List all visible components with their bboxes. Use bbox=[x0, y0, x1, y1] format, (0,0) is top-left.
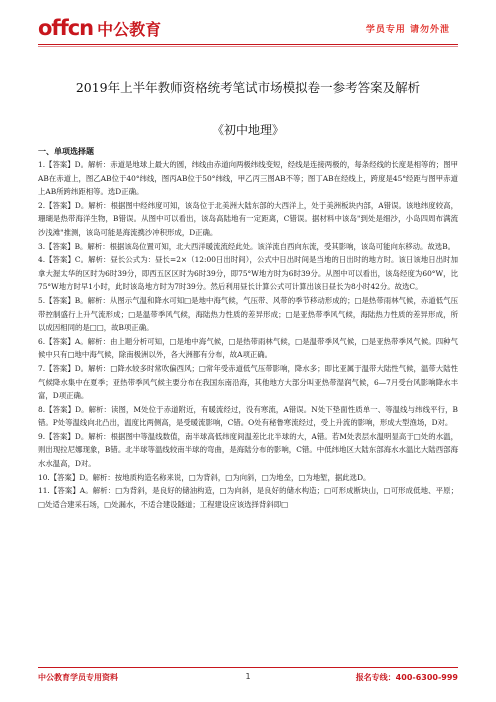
brand-logo bbox=[38, 16, 161, 40]
confidential-tag: 学员专用 请勿外泄 bbox=[365, 25, 450, 35]
page-number: 1 bbox=[245, 672, 251, 681]
footer-divider bbox=[38, 667, 458, 668]
footer-source: 中公教育学员专用资料 bbox=[38, 673, 118, 682]
page-header bbox=[0, 0, 496, 48]
logo-text: 中公教育 bbox=[97, 19, 162, 39]
answer-item: 8.【答案】D。解析：读图，M处位于赤道附近，有暖流经过，没有寒流，A错误。N处下垫面性质单一、等温线与纬线平行，B错。P处等温线向北凸出，温度比两侧高，是受暖流影响，C错。O处有秘鲁寒流经过，受上升流的影响，形成大型渔场，D对。 bbox=[38, 404, 458, 428]
answer-item: 10.【答案】D。解析：按地质构造名称来说，□为背斜，□为向斜，□为地垒，□为地堑，据此选D。 bbox=[38, 472, 371, 482]
section-heading: 一、单项选择题 bbox=[38, 147, 94, 156]
answer-item: 11.【答案】A。解析：□为背斜，是良好的储油构造，□为向斜，是良好的储水构造；□可形成断块山，□可形成低地、平原；□处适合建采石场，□处漏水，不适合建设隧道；工程建设应该选择背斜即□ bbox=[38, 486, 458, 509]
answer-list bbox=[38, 158, 458, 511]
answer-item: 4.【答案】C。解析：昼长公式为：昼长=2×（12:00日出时间），公式中日出时间是当地的日出时的地方时。该日该地日出时加拿大渥太华的区时为6时39分，即西五区区时为6时39分，即75°W地方时为6时39分。从图中可以看出，该岛经度为60°W，比75°W地方时早1小时，此时该岛地方时为7时39分。然后利用昼长计算公式可计算出该日昼长为8小时42分。故选C。 bbox=[38, 255, 458, 292]
answer-item: 2.【答案】D。解析：根据图中经纬度可知，该岛位于北美洲大陆东部的大西洋上，处于美洲板块内部，A错误。该地纬度较高，珊瑚是热带海洋生物，B错误。从图中可以看出，该岛高陆地有一定距离，C错误。据材料中该岛"到处是细沙，小岛四周布满流沙浅滩"推测，该岛可能是海流携沙冲积形成，D正确。 bbox=[38, 200, 458, 237]
answer-item: 1.【答案】D。解析：赤道是地球上最大的圆，纬线由赤道向两极纬线变短，经线是连接两极的，每条经线的长度是相等的；图甲AB在赤道上，图乙AB位于40°纬线，图丙AB位于50°纬线，甲乙丙三图AB不等；图丁AB在经线上，跨度是45°经距与图甲赤道上AB所跨纬距相等。选D正确。 bbox=[38, 160, 458, 197]
header-divider-secondary bbox=[38, 46, 458, 47]
answer-item: 7.【答案】D。解析：□降水较多时常吹偏西风；□常年受赤道低气压带影响，降水多；即比亚属于温带大陆性气候，温带大陆性气候降水集中在夏季；亚热带季风气候主要分布在我国东南沿海，其他地方大部分叫亚热带湿润气候，6—7月受台风影响降水丰富，D项正确。 bbox=[38, 363, 458, 401]
document-title: 2019年上半年教师资格统考笔试市场模拟卷一参考答案及解析 bbox=[75, 80, 421, 95]
document-subtitle: 《初中地理》 bbox=[211, 123, 284, 137]
footer-hotline: 报名专线：400-6300-999 bbox=[355, 673, 458, 682]
header-divider bbox=[38, 44, 458, 45]
answer-item: 9.【答案】D。解析：根据图中等温线数值，南半球高低纬度间温差比北半球的大，A错。若M处表层水温明显高于□处的水温，则出现拉尼娜现象，B错。北半球等温线较南半球的弯曲，是海陆分布的影响，C错。中低纬地区大陆东部海水水温比大陆西部海水水温高，D对。 bbox=[38, 431, 458, 469]
logo-mark: offcn bbox=[38, 16, 94, 40]
answer-item: 5.【答案】B。解析：从图示气温和降水可知□是地中海气候，气压带、风带的季节移动形成的；□是热带雨林气候，赤道低气压带控制盛行上升气流形成；□是温带季风气候，海陆热力性质的差异形成；□是亚热带季风气候，海陆热力性质的差异形成，所以成因相同的是□□，故B项正确。 bbox=[38, 295, 458, 333]
answer-item: 6.【答案】A。解析：由上题分析可知，□是地中海气候，□是热带雨林气候，□是温带季风气候，□是亚热带季风气候。四种气候中只有□地中海气候，除南极洲以外，各大洲都有分布，故A项正确。 bbox=[38, 336, 458, 360]
answer-item: 3.【答案】B。解析：根据该岛位置可知，北大西洋暖流流经此处。该洋流自西向东流，受其影响，该岛可能向东移动。故选B。 bbox=[38, 241, 456, 251]
